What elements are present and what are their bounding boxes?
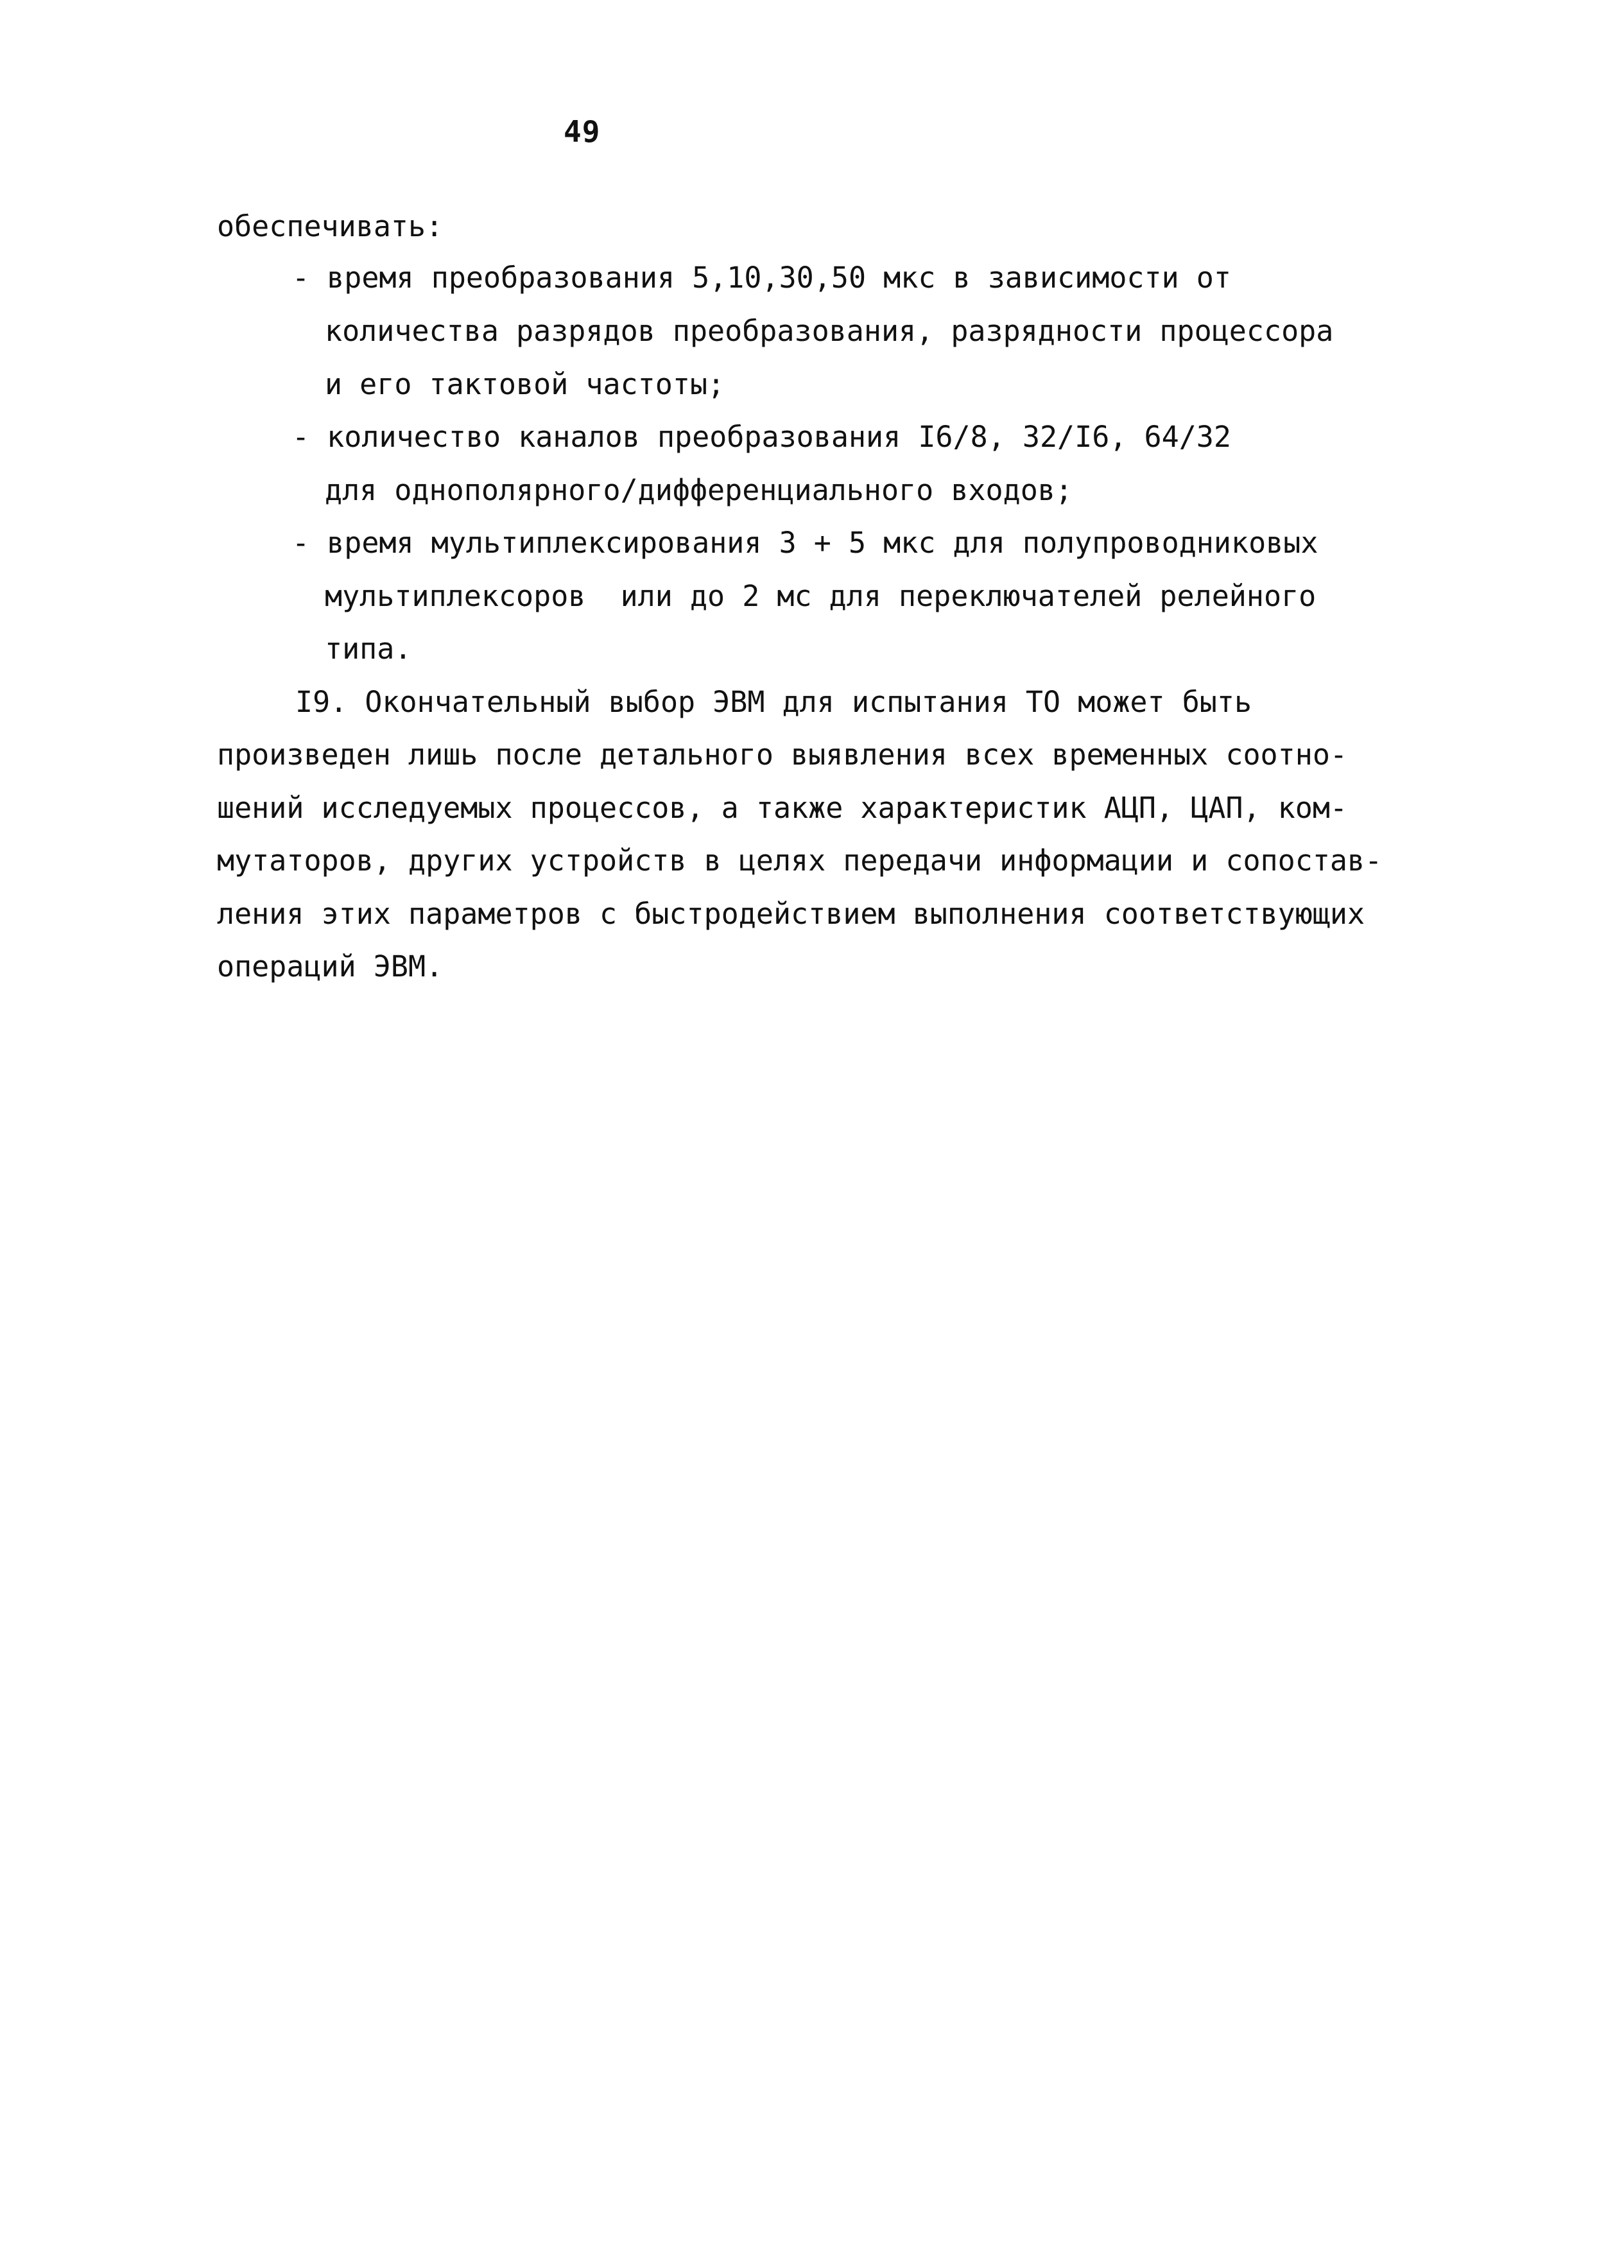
paragraph-19-line-6: операций ЭВМ. [217,949,444,983]
paragraph-19-line-4: мутаторов, других устройств в целях передачи информации и сопостав- [217,844,1383,878]
paragraph-19-line-5: ления этих параметров с быстродействием выполнения соответствующих [217,897,1365,931]
bullet-2-line-2: для однополярного/дифференциального входов; [325,473,1073,507]
paragraph-19-line-3: шений исследуемых процессов, а также характеристик АЦП, ЦАП, ком- [217,791,1347,825]
page-number: 49 [564,114,601,149]
paragraph-19-line-2: произведен лишь после детального выявления всех временных соотно- [217,738,1347,772]
bullet-1-line-1: - время преобразования 5,10,30,50 мкс в зависимости от [292,261,1231,295]
bullet-1-line-2: количества разрядов преобразования, разрядности процессора [325,314,1334,348]
bullet-3-line-2: мультиплексоров или до 2 мс для переключателей релейного [325,579,1317,613]
bullet-2-line-1: - количество каналов преобразования I6/8, 32/I6, 64/32 [292,420,1231,454]
lead-line: обеспечивать: [217,209,444,243]
bullet-3-line-1: - время мультиплексирования 3 + 5 мкс для полупроводниковых [292,526,1318,560]
paragraph-19-line-1: I9. Окончательный выбор ЭВМ для испытания ТО может быть [295,685,1252,719]
bullet-1-line-3: и его тактовой частоты; [325,367,725,401]
bullet-3-line-3: типа. [325,632,412,666]
